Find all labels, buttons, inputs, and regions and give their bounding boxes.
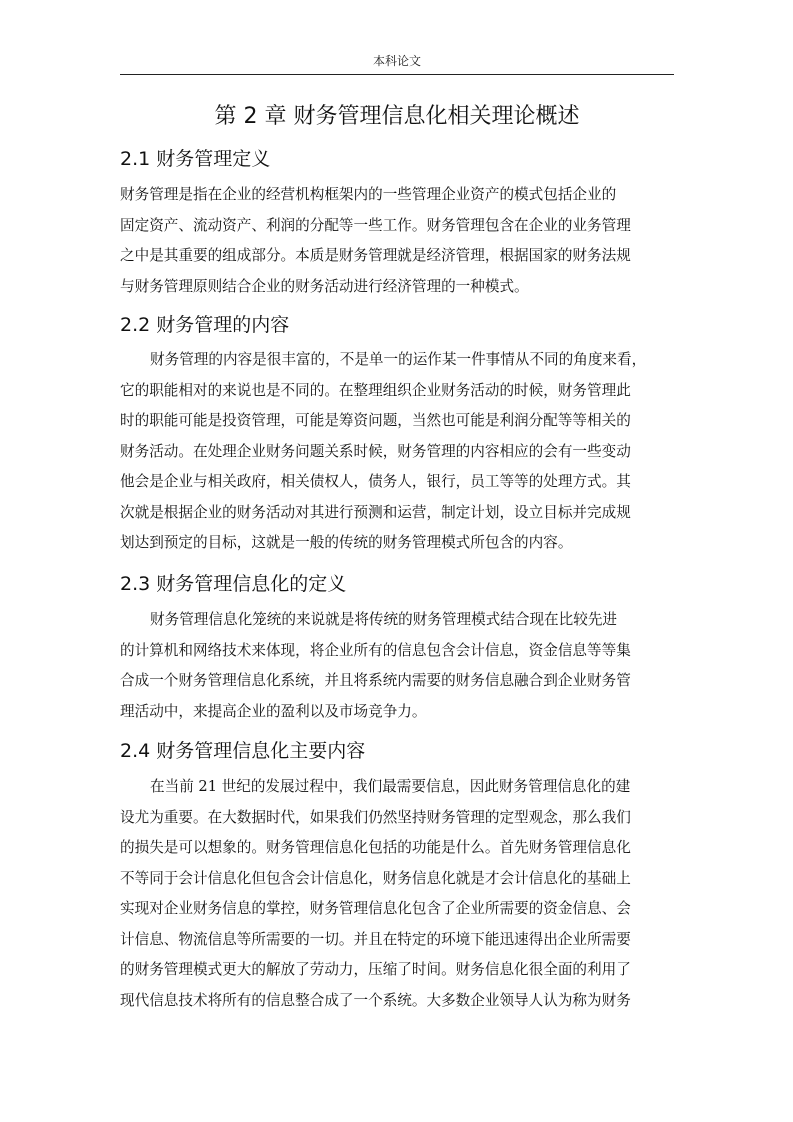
paragraph-line: 财务管理是指在企业的经营机构框架内的一些管理企业资产的模式包括企业的 xyxy=(120,186,617,203)
section-paragraph-2-4 xyxy=(120,772,675,1016)
paragraph-line: 它的职能相对的来说也是不同的。在整理组织企业财务活动的时候，财务管理此 xyxy=(120,381,631,399)
paragraph-line: 固定资产、流动资产、利润的分配等一些工作。财务管理包含在企业的业务管理 xyxy=(120,216,631,234)
paragraph-line: 的计算机和网络技术来体现，将企业所有的信息包含会计信息，资金信息等等集 xyxy=(120,641,631,659)
paragraph-line: 次就是根据企业的财务活动对其进行预测和运营，制定计划，设立目标并完成规 xyxy=(120,503,631,521)
chapter-title: 第 2 章 财务管理信息化相关理论概述 xyxy=(214,104,580,129)
paragraph-line: 财务活动。在处理企业财务问题关系时候，财务管理的内容相应的会有一些变动 xyxy=(120,442,631,460)
paragraph-line: 财务管理信息化笼统的来说就是将传统的财务管理模式结合现在比较先进 xyxy=(150,611,618,628)
paragraph-line: 他会是企业与相关政府，相关债权人，债务人，银行，员工等等的处理方式。其 xyxy=(120,473,631,490)
paragraph-line: 计信息、物流信息等所需要的一切。并且在特定的环境下能迅速得出企业所需要 xyxy=(120,930,631,948)
section-heading-2-2: 2.2 财务管理的内容 xyxy=(120,314,290,336)
paragraph-line: 合成一个财务管理信息化系统，并且将系统内需要的财务信息融合到企业财务管 xyxy=(120,672,631,689)
paragraph-line: 的损失是可以想象的。财务管理信息化包括的功能是什么。首先财务管理信息化 xyxy=(120,839,631,856)
paragraph-line: 与财务管理原则结合企业的财务活动进行经济管理的一种模式。 xyxy=(120,277,529,295)
paragraph-line: 在当前 21 世纪的发展过程中，我们最需要信息，因此财务管理信息化的建 xyxy=(150,778,631,795)
paragraph-line: 之中是其重要的组成部分。本质是财务管理就是经济管理，根据国家的财务法规 xyxy=(120,247,631,264)
paragraph-line: 时的职能可能是投资管理，可能是筹资问题，当然也可能是利润分配等等相关的 xyxy=(120,412,631,429)
paragraph-line: 的财务管理模式更大的解放了劳动力，压缩了时间。财务信息化很全面的利用了 xyxy=(120,961,631,978)
section-paragraph-2-3 xyxy=(120,605,675,727)
page-header: 本科论文 xyxy=(120,52,674,75)
section-heading-2-4: 2.4 财务管理信息化主要内容 xyxy=(120,740,366,762)
section-heading-2-1: 2.1 财务管理定义 xyxy=(120,148,271,170)
paragraph-line: 不等同于会计信息化但包含会计信息化，财务信息化就是才会计信息化的基础上 xyxy=(120,869,631,887)
paragraph-line: 财务管理的内容是很丰富的，不是单一的运作某一件事情从不同的角度来看， xyxy=(150,351,647,368)
paragraph-line: 划达到预定的目标，这就是一般的传统的财务管理模式所包含的内容。 xyxy=(120,534,573,551)
section-paragraph-2-1 xyxy=(120,180,675,302)
section-heading-2-3: 2.3 财务管理信息化的定义 xyxy=(120,573,347,595)
paragraph-line: 实现对企业财务信息的掌控，财务管理信息化包含了企业所需要的资金信息、会 xyxy=(120,900,631,917)
paragraph-line: 现代信息技术将所有的信息整合成了一个系统。大多数企业领导人认为称为财务 xyxy=(120,991,631,1009)
paragraph-line: 设尤为重要。在大数据时代，如果我们仍然坚持财务管理的定型观念，那么我们 xyxy=(120,808,631,826)
section-paragraph-2-2 xyxy=(120,345,675,559)
paragraph-line: 理活动中，来提高企业的盈利以及市场竞争力。 xyxy=(120,702,427,720)
